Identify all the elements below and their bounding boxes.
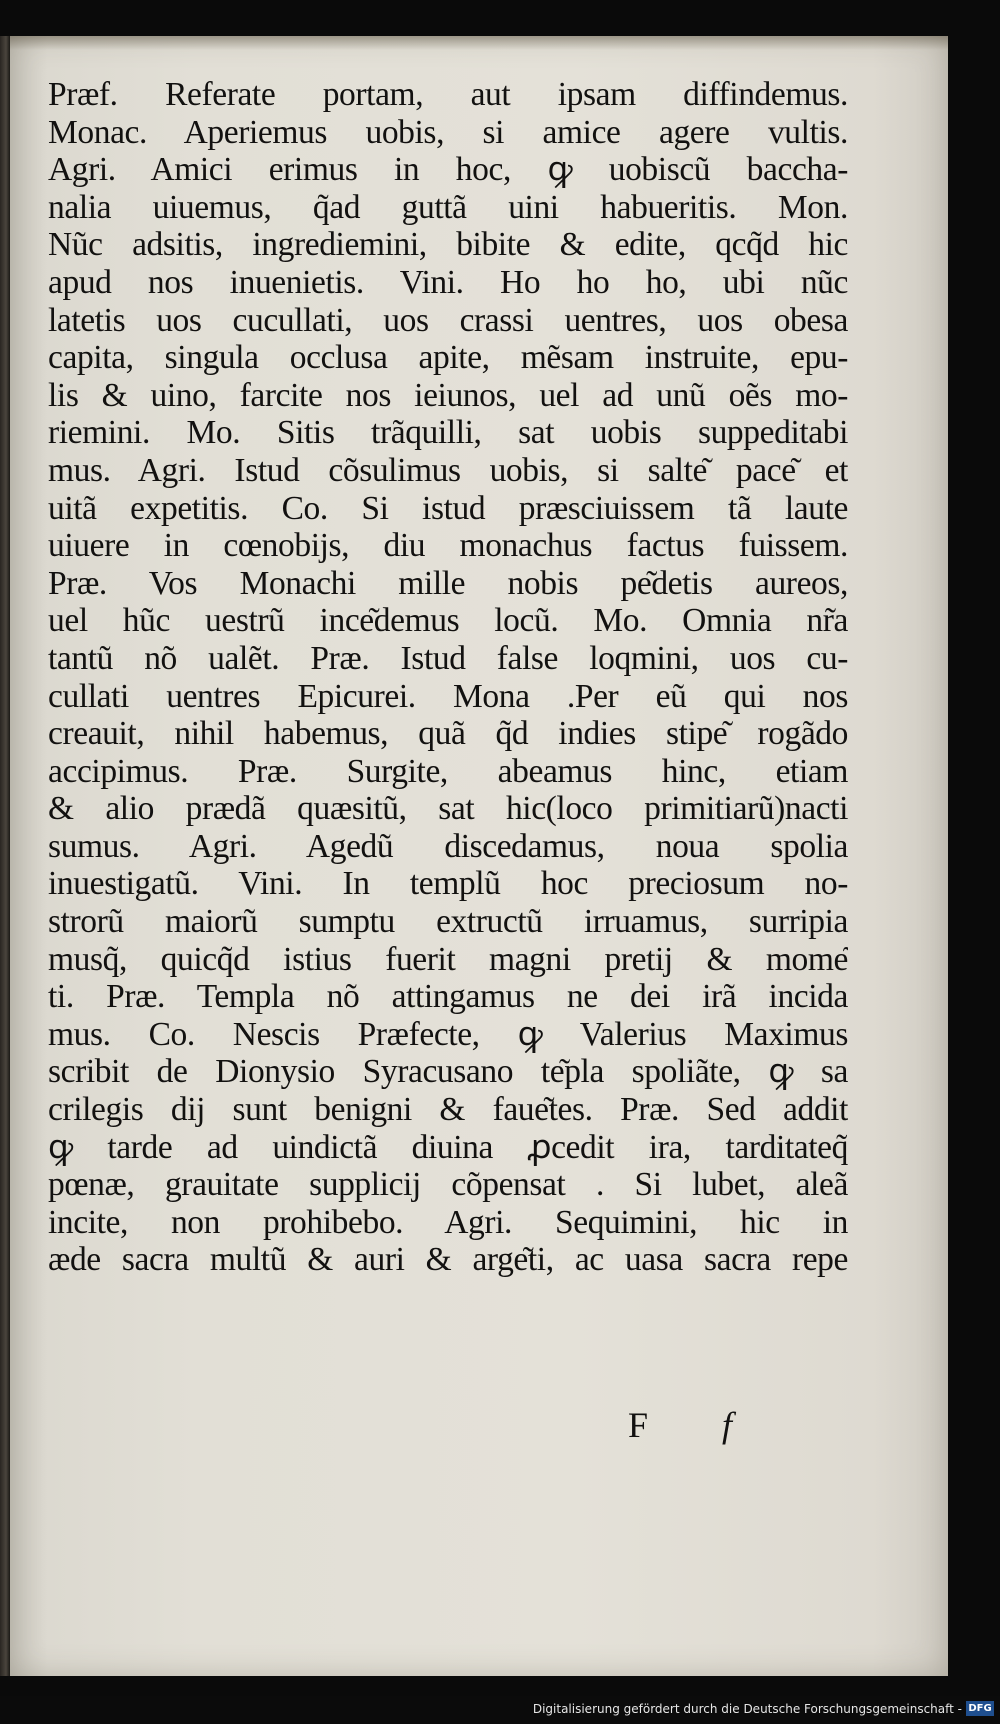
text-line: cullati uentres Epicurei. Mona .Per eũ qui nos — [48, 677, 848, 715]
text-line: accipimus. Præ. Surgite, abeamus hinc, etiam — [48, 752, 848, 790]
text-line: incite, non prohibebo. Agri. Sequimini, hic in — [48, 1203, 848, 1241]
text-line: Monac. Aperiemus uobis, si amice agere vultis. — [48, 113, 848, 151]
text-line: ꝙ tarde ad uindictã diuina ꝓcedit ira, tarditateq̃ — [48, 1128, 848, 1166]
text-line: Præ. Vos Monachi mille nobis pe͂detis aureos, — [48, 564, 848, 602]
book-edge — [0, 36, 10, 1676]
text-line: creauit, nihil habemus, quã q̃d indies stipe͂ rogãdo — [48, 715, 848, 753]
footer-bar — [0, 1696, 1000, 1724]
text-line: strorũ maiorũ sumptu extructũ irruamus, surripia — [48, 903, 848, 941]
signature-numeral: f — [722, 1405, 733, 1445]
page-text — [48, 76, 848, 1279]
text-line: lis & uino, farcite nos ieiunos, uel ad unũ oẽs mo- — [48, 376, 848, 414]
text-line: mus. Agri. Istud cõsulimus uobis, si salte͂ pace͂ et — [48, 451, 848, 489]
text-line: Agri. Amici erimus in hoc, ꝙ uobiscũ baccha- — [48, 151, 848, 189]
text-line: ti. Præ. Templa nõ attingamus ne dei irã incida — [48, 978, 848, 1016]
text-line: mus. Co. Nescis Præfecte, ꝙ Valerius Maximus — [48, 1015, 848, 1053]
page-shadow — [10, 36, 948, 50]
text-line: capita, singula occlusa apite, mẽsam instruite, epu- — [48, 339, 848, 377]
text-line: riemini. Mo. Sitis trãquilli, sat uobis suppeditabi — [48, 414, 848, 452]
text-line: Præf. Referate portam, aut ipsam diffindemus. — [48, 76, 848, 113]
text-line: musq̃, quicq̃d istius fuerit magni pretij & mome͂ — [48, 940, 848, 978]
text-line: inuestigatũ. Vini. In templũ hoc preciosum no- — [48, 865, 848, 903]
text-line: nalia uiuemus, q̃ad guttã uini habueritis. Mon. — [48, 188, 848, 226]
text-line: Nũc adsitis, ingrediemini, bibite & edite, qcq̃d hic — [48, 226, 848, 264]
text-line: tantũ nõ ualẽt. Præ. Istud false loqmini, uos cu- — [48, 639, 848, 677]
funding-credit: Digitalisierung gefördert durch die Deutsche Forschungsgemeinschaft - — [532, 1702, 962, 1716]
text-line: latetis uos cucullati, uos crassi uentres, uos obesa — [48, 301, 848, 339]
signature-mark: F — [628, 1405, 649, 1445]
text-line: scribit de Dionysio Syracusano te͂pla spoliãte, ꝙ sa — [48, 1053, 848, 1091]
text-line: uitã expetitis. Co. Si istud præsciuissem tã laute — [48, 489, 848, 527]
text-line: crilegis dij sunt benigni & faue͂tes. Præ. Sed addit — [48, 1091, 848, 1129]
text-line: pœnæ, grauitate supplicij cõpensat . Si lubet, aleã — [48, 1166, 848, 1204]
dfg-logo-icon: DFG — [966, 1701, 994, 1716]
text-line: & alio prædã quæsitũ, sat hic(loco primitiarũ)nacti — [48, 790, 848, 828]
text-line: uel hũc uestrũ ince͂demus locũ. Mo. Omnia nr̃a — [48, 602, 848, 640]
text-line: apud nos inuenietis. Vini. Ho ho ho, ubi nũc — [48, 263, 848, 301]
text-line: sumus. Agri. Agedũ discedamus, noua spolia — [48, 827, 848, 865]
text-line: æde sacra multũ & auri & arge͂ti, ac uasa sacra repe — [48, 1241, 848, 1279]
text-line: uiuere in cœnobijs, diu monachus factus fuissem. — [48, 527, 848, 565]
